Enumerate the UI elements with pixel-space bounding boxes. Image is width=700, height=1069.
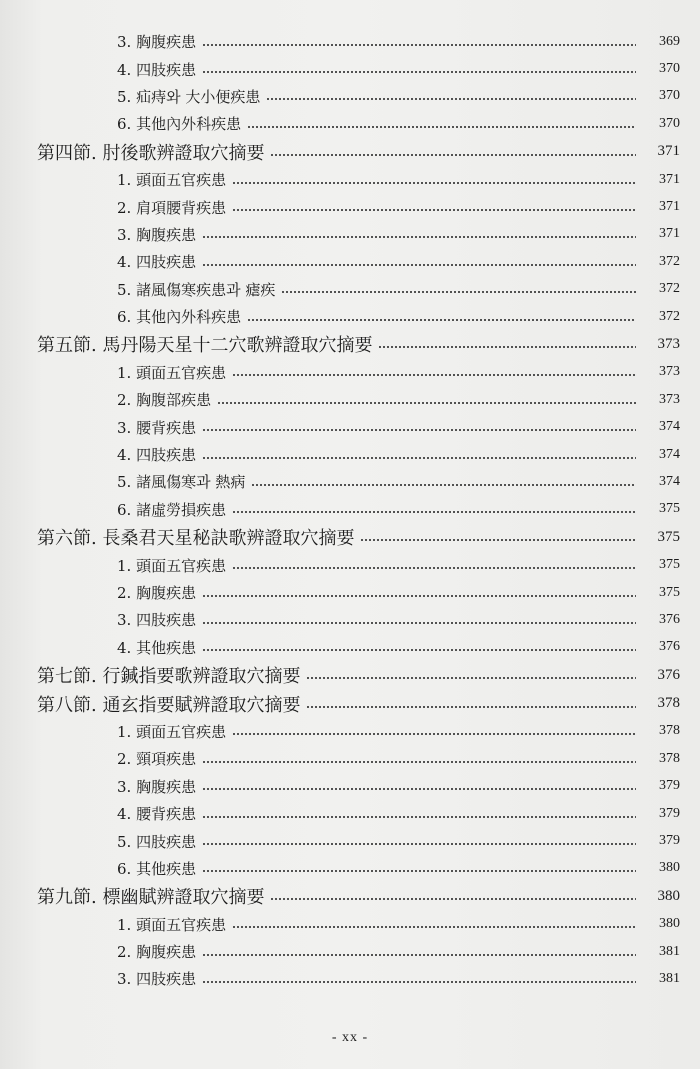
section-title: 第五節. 馬丹陽天星十二穴歌辨證取穴摘要 [37,335,373,357]
dot-leader [232,209,636,211]
dot-leader [202,870,636,872]
toc-entry-row [0,221,700,248]
toc-section-row [0,689,700,717]
dot-leader [251,484,636,486]
dot-leader [202,843,636,845]
dot-leader [270,154,636,156]
dot-leader [202,595,636,597]
page-reference: 378 [659,723,680,739]
page-reference: 370 [659,88,680,104]
entry-title: 6. 諸虛勞損疾患 [117,500,227,519]
toc-entry-row [0,166,700,193]
section-title: 第七節. 行鍼指要歌辨證取穴摘要 [37,666,301,688]
page-reference: 379 [659,778,680,794]
toc-entry-row [0,606,700,633]
entry-title: 4. 四肢疾患 [117,60,197,79]
page-reference: 374 [659,419,680,435]
dot-leader [202,649,636,651]
page-reference: 371 [657,143,680,160]
toc-entry-row [0,911,700,938]
dot-leader [360,539,636,541]
page-reference: 375 [659,501,680,517]
dot-leader [232,926,636,928]
toc-entry-row [0,413,700,440]
dot-leader [232,374,636,376]
dot-leader [266,98,636,100]
dot-leader [306,677,636,679]
entry-title: 1. 頭面五官疾患 [117,722,227,741]
entry-title: 4. 腰背疾患 [117,805,197,824]
toc-entry-row [0,965,700,992]
page-reference: 380 [659,860,680,876]
page-reference: 376 [659,639,680,655]
entry-title: 3. 胸腹疾患 [117,777,197,796]
toc-entry-row [0,110,700,137]
entry-title: 5. 四肢疾患 [117,832,197,851]
toc-entry-row [0,83,700,110]
toc-entry-row [0,855,700,882]
page-reference: 376 [659,611,680,627]
entry-title: 5. 諸風傷寒과 熱病 [117,473,246,492]
entry-title: 6. 其他內外科疾患 [117,115,242,134]
dot-leader [306,706,636,708]
section-title: 第六節. 長桑君天星秘訣歌辨證取穴摘要 [37,528,355,550]
dot-leader [202,44,636,46]
toc-entry-row [0,800,700,827]
page-reference: 372 [659,281,680,297]
dot-leader [217,402,636,404]
toc-entry-row [0,468,700,495]
page-reference: 371 [659,171,680,187]
toc-entry-row [0,773,700,800]
page-reference: 375 [657,528,680,545]
entry-title: 3. 胸腹疾患 [117,33,197,52]
page-reference: 379 [659,833,680,849]
page-reference: 380 [659,916,680,932]
toc-entry-row [0,193,700,220]
entry-title: 1. 頭面五官疾患 [117,363,227,382]
page-reference: 380 [657,887,680,904]
toc-entry-row [0,386,700,413]
page-reference: 371 [659,199,680,215]
toc-entry-row [0,303,700,330]
toc-section-row [0,882,700,910]
entry-title: 1. 頭面五官疾患 [117,556,227,575]
page-reference: 381 [659,943,680,959]
dot-leader [202,236,636,238]
page-reference: 370 [659,61,680,77]
dot-leader [202,954,636,956]
toc-entry-row [0,359,700,386]
toc-section-row [0,138,700,166]
dot-leader [270,898,636,900]
page-reference: 375 [659,557,680,573]
page-reference: 372 [659,253,680,269]
dot-leader [247,126,636,128]
toc-entry-row [0,827,700,854]
entry-title: 2. 頸項疾患 [117,750,197,769]
toc-entry-row [0,496,700,523]
dot-leader [202,457,636,459]
toc-entry-row [0,579,700,606]
dot-leader [378,346,636,348]
toc-entry-row [0,745,700,772]
toc-entry-row [0,55,700,82]
dot-leader [202,429,636,431]
page-reference: 373 [657,335,680,352]
entry-title: 2. 肩項腰背疾患 [117,198,227,217]
page-reference: 373 [659,364,680,380]
entry-title: 6. 其他疾患 [117,859,197,878]
entry-title: 5. 疝痔와 大小便疾患 [117,87,261,106]
toc-entry-row [0,276,700,303]
toc-section-row [0,330,700,358]
dot-leader [232,567,636,569]
dot-leader [202,981,636,983]
dot-leader [202,264,636,266]
page-reference: 371 [659,226,680,242]
dot-leader [202,788,636,790]
toc-entry-row [0,718,700,745]
page-reference: 379 [659,805,680,821]
dot-leader [202,816,636,818]
entry-title: 5. 諸風傷寒疾患과 瘧疾 [117,280,276,299]
entry-title: 2. 胸腹部疾患 [117,391,212,410]
page-reference: 369 [659,33,680,49]
entry-title: 4. 其他疾患 [117,638,197,657]
dot-leader [202,71,636,73]
entry-title: 2. 胸腹疾患 [117,943,197,962]
section-title: 第九節. 標幽賦辨證取穴摘要 [37,887,265,909]
entry-title: 4. 四肢疾患 [117,446,197,465]
dot-leader [202,622,636,624]
dot-leader [232,511,636,513]
table-of-contents [0,28,700,993]
page-reference: 378 [657,695,680,712]
toc-entry-row [0,551,700,578]
page-reference: 375 [659,584,680,600]
toc-section-row [0,661,700,689]
page-reference: 373 [659,391,680,407]
dot-leader [247,319,636,321]
page-reference: 374 [659,473,680,489]
toc-entry-row [0,441,700,468]
entry-title: 3. 四肢疾患 [117,970,197,989]
toc-section-row [0,523,700,551]
dot-leader [232,733,636,735]
page-reference: 372 [659,308,680,324]
page-reference: 370 [659,115,680,131]
dot-leader [232,182,636,184]
toc-entry-row [0,634,700,661]
page-reference: 378 [659,750,680,766]
page-number: - xx - [331,1030,369,1045]
entry-title: 2. 胸腹疾患 [117,584,197,602]
entry-title: 6. 其他內外科疾患 [117,308,242,327]
entry-title: 4. 四肢疾患 [117,253,197,272]
page-reference: 374 [659,446,680,462]
entry-title: 1. 頭面五官疾患 [117,171,227,190]
entry-title: 3. 四肢疾患 [117,611,197,630]
toc-entry-row [0,248,700,275]
toc-entry-row [0,28,700,55]
page-reference: 381 [659,970,680,986]
page-reference: 376 [657,666,680,683]
entry-title: 1. 頭面五官疾患 [117,915,227,934]
entry-title: 3. 胸腹疾患 [117,225,197,244]
dot-leader [202,761,636,763]
entry-title: 3. 腰背疾患 [117,418,197,437]
toc-entry-row [0,938,700,965]
dot-leader [281,291,636,293]
section-title: 第八節. 通玄指要賦辨證取穴摘要 [37,694,301,716]
section-title: 第四節. 肘後歌辨證取穴摘要 [37,142,265,164]
